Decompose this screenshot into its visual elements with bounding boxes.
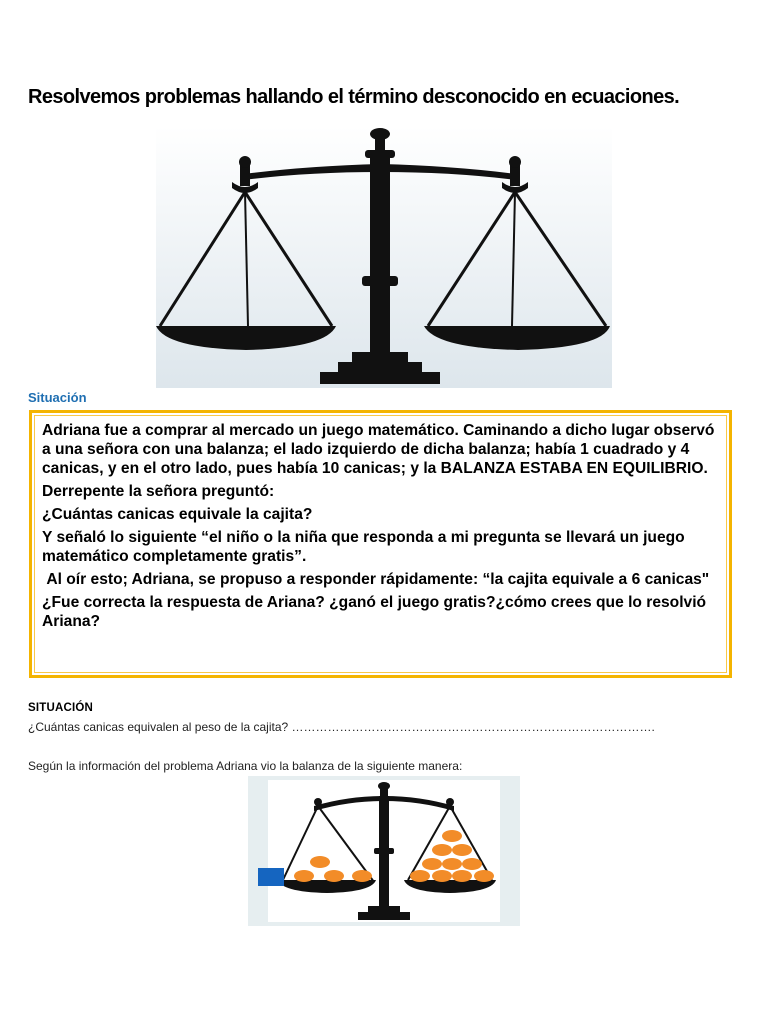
marble: [432, 870, 452, 882]
box-square: [258, 868, 284, 886]
marble: [294, 870, 314, 882]
marble: [474, 870, 494, 882]
story-paragraph-6: ¿Fue correcta la respuesta de Ariana? ¿ganó el juego gratis?¿cómo crees que lo resolvió Ariana?: [42, 594, 707, 630]
marble: [452, 844, 472, 856]
marble: [422, 858, 442, 870]
balance-scale-image: [156, 126, 612, 388]
story-paragraph-5: Al oír esto; Adriana, se propuso a responder rápidamente: “la cajita equivale a 6 canicas": [42, 571, 710, 588]
question-line: ¿Cuántas canicas equivalen al peso de la cajita? ……………………………………………………………………………….: [28, 720, 655, 734]
marble: [432, 844, 452, 856]
situation-label: Situación: [28, 390, 87, 405]
marble: [352, 870, 372, 882]
marble: [442, 858, 462, 870]
balance-diagram: [248, 776, 520, 926]
info-line: Según la información del problema Adriana vio la balanza de la siguiente manera:: [28, 759, 463, 773]
page-title: Resolvemos problemas hallando el término desconocido en ecuaciones.: [28, 86, 680, 108]
marble: [310, 856, 330, 868]
story-paragraph-1: Adriana fue a comprar al mercado un juego matemático. Caminando a dicho lugar observó a una señora con una balanza; el lado izquierdo de dicha balanza; había 1 cuadrado y 4 canicas, y en el otro lado, pues había 10 canicas; y la BALANZA ESTABA EN EQUILIBRIO.: [42, 422, 715, 477]
story-paragraph-4: Y señaló lo siguiente “el niño o la niña que responda a mi pregunta se llevará un juego matemático completamente gratis”.: [42, 529, 685, 565]
marble: [452, 870, 472, 882]
section-heading: SITUACIÓN: [28, 702, 94, 714]
marble: [324, 870, 344, 882]
story-paragraph-3: ¿Cuántas canicas equivale la cajita?: [42, 506, 313, 523]
story-paragraph-2: Derrepente la señora preguntó:: [42, 483, 275, 500]
marble: [442, 830, 462, 842]
marble: [410, 870, 430, 882]
story-box: [29, 410, 732, 678]
marble: [462, 858, 482, 870]
